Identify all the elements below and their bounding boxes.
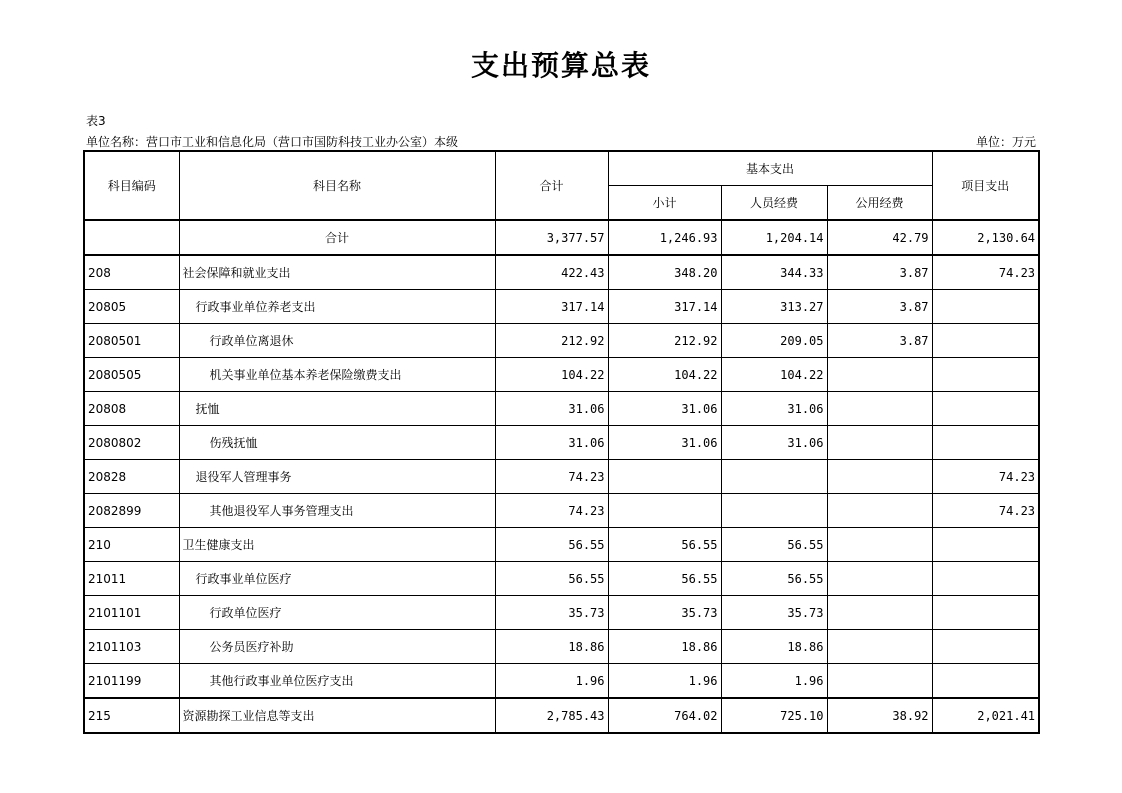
- cell-public: [827, 630, 932, 664]
- cell-name: 资源勘探工业信息等支出: [179, 698, 495, 733]
- cell-total: 2,785.43: [495, 698, 608, 733]
- header-personnel: 人员经费: [721, 186, 827, 221]
- cell-name: 社会保障和就业支出: [179, 255, 495, 290]
- unit-name: 单位名称：营口市工业和信息化局（营口市国防科技工业办公室）本级: [86, 135, 459, 149]
- cell-name: 公务员医疗补助: [179, 630, 495, 664]
- cell-project: 2,021.41: [932, 698, 1039, 733]
- table-row-total: [84, 220, 1039, 255]
- cell-name: 退役军人管理事务: [179, 460, 495, 494]
- cell-personnel: 344.33: [721, 255, 827, 290]
- table-row: [84, 528, 1039, 562]
- table-number: 表3: [86, 114, 106, 128]
- cell-public: [827, 426, 932, 460]
- cell-name: 其他退役军人事务管理支出: [179, 494, 495, 528]
- cell-code: 20805: [84, 290, 179, 324]
- cell-total: 317.14: [495, 290, 608, 324]
- cell-code: [84, 220, 179, 255]
- table-row: [84, 358, 1039, 392]
- cell-code: 215: [84, 698, 179, 733]
- cell-total: 422.43: [495, 255, 608, 290]
- cell-total: 212.92: [495, 324, 608, 358]
- cell-project: [932, 426, 1039, 460]
- cell-subtotal: [608, 494, 721, 528]
- cell-subtotal: 31.06: [608, 392, 721, 426]
- table-row: [84, 324, 1039, 358]
- table-row: [84, 494, 1039, 528]
- cell-personnel: [721, 494, 827, 528]
- cell-total: 56.55: [495, 528, 608, 562]
- cell-public: [827, 494, 932, 528]
- cell-code: 20828: [84, 460, 179, 494]
- header-code: 科目编码: [84, 151, 179, 220]
- cell-name: 卫生健康支出: [179, 528, 495, 562]
- header-public: 公用经费: [827, 186, 932, 221]
- cell-project: 74.23: [932, 460, 1039, 494]
- cell-code: 2080802: [84, 426, 179, 460]
- cell-public: [827, 358, 932, 392]
- cell-personnel: 209.05: [721, 324, 827, 358]
- cell-subtotal: 317.14: [608, 290, 721, 324]
- cell-name: 抚恤: [179, 392, 495, 426]
- cell-subtotal: 212.92: [608, 324, 721, 358]
- cell-subtotal: 31.06: [608, 426, 721, 460]
- cell-project: 74.23: [932, 494, 1039, 528]
- cell-code: 2080505: [84, 358, 179, 392]
- cell-personnel: [721, 460, 827, 494]
- cell-code: 2101101: [84, 596, 179, 630]
- cell-personnel: 18.86: [721, 630, 827, 664]
- cell-name: 行政单位离退休: [179, 324, 495, 358]
- cell-total: 31.06: [495, 426, 608, 460]
- cell-public: 3.87: [827, 290, 932, 324]
- cell-subtotal: 104.22: [608, 358, 721, 392]
- header-basic: 基本支出: [608, 151, 932, 186]
- cell-name: 行政事业单位养老支出: [179, 290, 495, 324]
- cell-name: 其他行政事业单位医疗支出: [179, 664, 495, 699]
- table-row: [84, 426, 1039, 460]
- cell-subtotal: 35.73: [608, 596, 721, 630]
- cell-total: 74.23: [495, 494, 608, 528]
- cell-project: [932, 528, 1039, 562]
- cell-subtotal: 348.20: [608, 255, 721, 290]
- cell-personnel: 1,204.14: [721, 220, 827, 255]
- cell-project: 2,130.64: [932, 220, 1039, 255]
- cell-public: 3.87: [827, 255, 932, 290]
- cell-personnel: 1.96: [721, 664, 827, 699]
- cell-code: 210: [84, 528, 179, 562]
- cell-personnel: 313.27: [721, 290, 827, 324]
- cell-subtotal: 56.55: [608, 562, 721, 596]
- cell-code: 2082899: [84, 494, 179, 528]
- page-title: 支出预算总表: [470, 49, 651, 82]
- cell-project: [932, 630, 1039, 664]
- cell-total: 1.96: [495, 664, 608, 699]
- cell-subtotal: 18.86: [608, 630, 721, 664]
- cell-subtotal: 1,246.93: [608, 220, 721, 255]
- cell-code: 21011: [84, 562, 179, 596]
- cell-personnel: 31.06: [721, 392, 827, 426]
- cell-code: 2101199: [84, 664, 179, 699]
- cell-name: 行政事业单位医疗: [179, 562, 495, 596]
- header-name: 科目名称: [179, 151, 495, 220]
- table-row: [84, 290, 1039, 324]
- cell-project: 74.23: [932, 255, 1039, 290]
- cell-public: 38.92: [827, 698, 932, 733]
- cell-public: 42.79: [827, 220, 932, 255]
- cell-total: 3,377.57: [495, 220, 608, 255]
- table-row: [84, 460, 1039, 494]
- money-unit: 单位：万元: [975, 135, 1036, 149]
- cell-personnel: 56.55: [721, 562, 827, 596]
- cell-name: 行政单位医疗: [179, 596, 495, 630]
- cell-project: [932, 358, 1039, 392]
- table-row: [84, 664, 1039, 699]
- cell-code: 2080501: [84, 324, 179, 358]
- cell-public: 3.87: [827, 324, 932, 358]
- table-row: [84, 630, 1039, 664]
- header-total: 合计: [495, 151, 608, 220]
- table-row: [84, 255, 1039, 290]
- cell-subtotal: 56.55: [608, 528, 721, 562]
- cell-public: [827, 664, 932, 699]
- cell-subtotal: [608, 460, 721, 494]
- header-subtotal: 小计: [608, 186, 721, 221]
- cell-project: [932, 324, 1039, 358]
- cell-public: [827, 562, 932, 596]
- cell-total: 56.55: [495, 562, 608, 596]
- cell-name: 伤残抚恤: [179, 426, 495, 460]
- cell-total: 35.73: [495, 596, 608, 630]
- cell-total: 74.23: [495, 460, 608, 494]
- cell-public: [827, 392, 932, 426]
- cell-personnel: 104.22: [721, 358, 827, 392]
- cell-personnel: 725.10: [721, 698, 827, 733]
- header-project: 项目支出: [932, 151, 1039, 220]
- cell-personnel: 31.06: [721, 426, 827, 460]
- cell-code: 20808: [84, 392, 179, 426]
- cell-project: [932, 392, 1039, 426]
- cell-public: [827, 528, 932, 562]
- table-row: [84, 698, 1039, 733]
- cell-code: 208: [84, 255, 179, 290]
- cell-name: 机关事业单位基本养老保险缴费支出: [179, 358, 495, 392]
- cell-total: 31.06: [495, 392, 608, 426]
- cell-public: [827, 460, 932, 494]
- cell-subtotal: 764.02: [608, 698, 721, 733]
- cell-total: 104.22: [495, 358, 608, 392]
- cell-total: 18.86: [495, 630, 608, 664]
- cell-project: [932, 290, 1039, 324]
- table-row: [84, 562, 1039, 596]
- table-row: [84, 596, 1039, 630]
- cell-code: 2101103: [84, 630, 179, 664]
- cell-public: [827, 596, 932, 630]
- table-row: [84, 392, 1039, 426]
- cell-name: 合计: [179, 220, 495, 255]
- budget-table: [83, 150, 1040, 734]
- cell-subtotal: 1.96: [608, 664, 721, 699]
- cell-project: [932, 664, 1039, 699]
- cell-project: [932, 596, 1039, 630]
- cell-personnel: 35.73: [721, 596, 827, 630]
- cell-personnel: 56.55: [721, 528, 827, 562]
- cell-project: [932, 562, 1039, 596]
